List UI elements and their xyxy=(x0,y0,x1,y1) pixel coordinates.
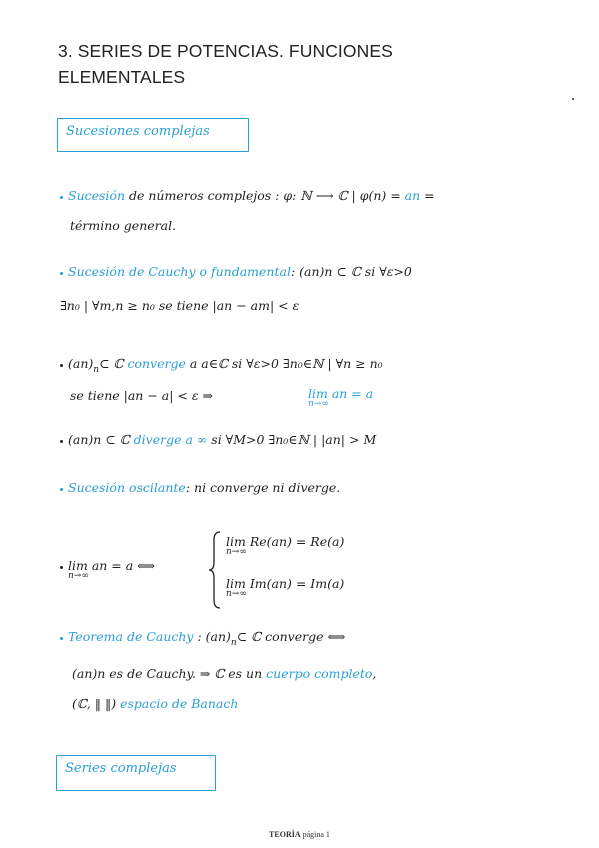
note-line-12 xyxy=(72,696,238,711)
section-box-series xyxy=(56,755,216,791)
note-line-6 xyxy=(70,388,213,403)
bullet xyxy=(60,196,63,199)
note-line-9-r2 xyxy=(226,576,344,599)
text: se tiene |an − a| < ε ⇒ xyxy=(70,388,213,403)
bullet xyxy=(60,637,63,640)
bullet xyxy=(60,566,63,569)
footer-bold: TEORÍA xyxy=(269,830,301,839)
limit-expression xyxy=(308,386,373,409)
text: ⊂ ℂ converge ⟺ xyxy=(236,629,346,644)
text: (an) xyxy=(68,356,94,371)
text: : ni converge ni diverge. xyxy=(185,480,341,495)
bullet xyxy=(60,440,63,443)
limit-subscript: n→∞ xyxy=(308,399,329,409)
term-sucesion: Sucesión xyxy=(68,188,126,203)
text: : (an) xyxy=(193,629,231,644)
note-line-5 xyxy=(68,356,383,375)
term-an: an xyxy=(404,188,421,203)
section-box-sucesiones xyxy=(57,118,249,152)
lhs-text: lim an = a ⟺ xyxy=(68,558,156,573)
note-line-11 xyxy=(72,666,376,681)
title-line-2: ELEMENTALES xyxy=(58,67,186,87)
page-title xyxy=(58,38,538,90)
term-converge: converge xyxy=(127,356,186,371)
term-diverge: diverge a ∞ xyxy=(133,432,208,447)
bullet xyxy=(60,272,63,275)
text: de números complejos : φ: ℕ ⟶ ℂ | φ(n) = xyxy=(125,188,405,203)
text: : (an)n ⊂ ℂ si ∀ε>0 xyxy=(290,264,412,279)
section-label-sucesiones: Sucesiones complejas xyxy=(66,124,210,139)
term-oscilante: Sucesión oscilante xyxy=(68,480,186,495)
note-line-1 xyxy=(68,188,435,203)
bullet xyxy=(60,364,63,367)
term-teorema-cauchy: Teorema de Cauchy xyxy=(68,629,194,644)
page-footer xyxy=(0,830,599,839)
note-line-9-lhs xyxy=(68,558,155,581)
curly-brace xyxy=(208,530,222,610)
term-cuerpo-completo: cuerpo completo xyxy=(266,666,373,681)
footer-text: página 1 xyxy=(300,830,330,839)
note-line-4: ∃n₀ | ∀m,n ≥ n₀ se tiene |an − am| < ε xyxy=(60,298,300,313)
text: a a∈ℂ si ∀ε>0 ∃n₀∈ℕ | ∀n ≥ n₀ xyxy=(185,356,383,371)
note-line-2: término general. xyxy=(70,218,177,233)
subscript: n xyxy=(230,638,237,648)
text: (ℂ, ‖ ‖) xyxy=(72,696,121,711)
text: = xyxy=(420,188,435,203)
stray-dot xyxy=(572,98,574,100)
r1-subscript: n→∞ xyxy=(226,547,247,557)
limit-text: lim an = a xyxy=(308,386,374,401)
lhs-subscript: n→∞ xyxy=(68,571,89,581)
title-line-1: 3. SERIES DE POTENCIAS. FUNCIONES xyxy=(58,41,393,61)
r2-subscript: n→∞ xyxy=(226,589,247,599)
text: ⊂ ℂ xyxy=(99,356,128,371)
r2-text: lim Im(an) = Im(a) xyxy=(226,576,345,591)
section-label-series: Series complejas xyxy=(65,761,177,776)
text: (an)n ⊂ ℂ xyxy=(68,432,134,447)
note-line-3 xyxy=(68,264,412,279)
text: si ∀M>0 ∃n₀∈ℕ | |an| > M xyxy=(207,432,377,447)
note-line-9-r1 xyxy=(226,534,344,557)
text: (an)n es de Cauchy. ⇒ ℂ es un xyxy=(72,666,267,681)
note-line-8 xyxy=(68,480,340,495)
term-cauchy: Sucesión de Cauchy o fundamental xyxy=(68,264,291,279)
r1-text: lim Re(an) = Re(a) xyxy=(226,534,345,549)
subscript: n xyxy=(93,365,100,375)
note-line-7 xyxy=(68,432,376,447)
text: , xyxy=(372,666,377,681)
term-banach: espacio de Banach xyxy=(120,696,239,711)
bullet xyxy=(60,488,63,491)
note-line-10 xyxy=(68,629,346,648)
